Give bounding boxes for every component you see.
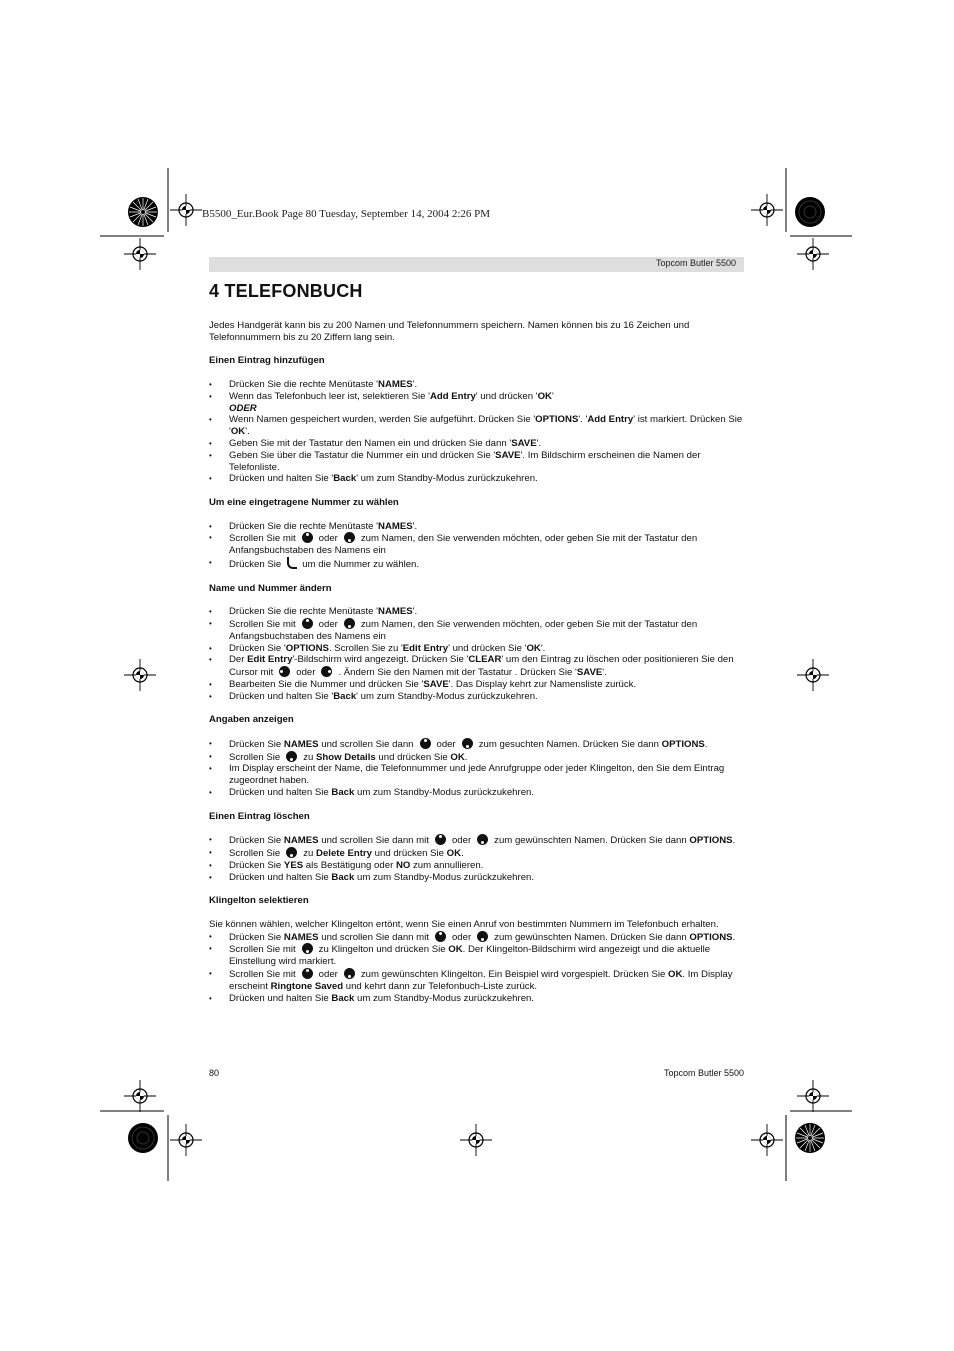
list-item: • Wenn Namen gespeichert wurden, werden Sie aufgeführt. Drücken Sie 'OPTIONS'. 'Add Entry' ist markiert. Drücken Sie 'OK'. — [209, 414, 749, 438]
list-item: • Drücken Sie YES als Bestätigung oder NO zum annullieren. — [209, 860, 749, 872]
list-item: • Scrollen Sie zu Show Details und drücken Sie OK. — [209, 751, 749, 764]
footer-product: Topcom Butler 5500 — [664, 1068, 745, 1078]
section-heading-add: Einen Eintrag hinzufügen — [209, 355, 325, 367]
scroll-down-icon — [344, 618, 355, 629]
list-item: • Geben Sie mit der Tastatur den Namen ein und drücken Sie dann 'SAVE'. — [209, 438, 749, 450]
list-item: • Wenn das Telefonbuch leer ist, selektieren Sie 'Add Entry' und drücken 'OK' — [209, 391, 749, 403]
list-item: • Drücken und halten Sie 'Back' um zum Standby-Modus zurückzukehren. — [209, 473, 749, 485]
cursor-right-icon — [321, 666, 332, 677]
delete-list — [209, 834, 749, 883]
phone-icon — [287, 557, 297, 569]
list-item: • Drücken Sie 'OPTIONS. Scrollen Sie zu 'Edit Entry' und drücken Sie 'OK'. — [209, 643, 749, 655]
scroll-down-icon — [302, 943, 313, 954]
main-content — [209, 320, 749, 1004]
print-header: B5500_Eur.Book Page 80 Tuesday, September 14, 2004 2:26 PM — [202, 208, 491, 220]
ringtone-intro: Sie können wählen, welcher Klingelton ertönt, wenn Sie einen Anruf von bestimmten Nummern im Telefonbuch erhalten. — [209, 918, 719, 930]
list-item: • Drücken und halten Sie 'Back' um zum Standby-Modus zurückzukehren. — [209, 691, 749, 703]
list-item: • Drücken und halten Sie Back um zum Standby-Modus zurückzukehren. — [209, 993, 749, 1005]
list-item: • Scrollen Sie mit zu Klingelton und drücken Sie OK. Der Klingelton-Bildschirm wird angezeigt und die aktuelle Einstellung wird markiert. — [209, 943, 749, 968]
list-item: • Drücken Sie NAMES und scrollen Sie dann mit oder zum gewünschten Namen. Drücken Sie dann OPTIONS. — [209, 931, 749, 944]
scroll-up-icon — [302, 968, 313, 979]
page-title: 4 TELEFONBUCH — [209, 281, 363, 301]
list-item: • Der Edit Entry'-Bildschirm wird angezeigt. Drücken Sie 'CLEAR' um den Eintrag zu löschen oder positionieren Sie den Cursor mit oder . Ändern Sie den Namen mit der Tastatur . Drücken Sie 'SAVE'. — [209, 654, 749, 679]
scroll-down-icon — [462, 738, 473, 749]
ringtone-list — [209, 931, 749, 1005]
scroll-down-icon — [344, 532, 355, 543]
scroll-down-icon — [477, 834, 488, 845]
section-heading-details: Angaben anzeigen — [209, 714, 294, 726]
running-header-bar — [209, 257, 744, 272]
scroll-down-icon — [344, 968, 355, 979]
section-heading-ringtone: Klingelton selektieren — [209, 895, 309, 907]
list-item: • Drücken Sie NAMES und scrollen Sie dann oder zum gesuchten Namen. Drücken Sie dann OPTIONS. — [209, 738, 749, 751]
list-item: • Drücken Sie die rechte Menütaste 'NAMES'. — [209, 379, 749, 391]
scroll-down-icon — [477, 931, 488, 942]
list-item: • Im Display erscheint der Name, die Telefonnummer und jede Anrufgruppe oder jeder Klingelton, den Sie dem Eintrag zugeordnet haben. — [209, 763, 749, 787]
list-item: • Drücken Sie NAMES und scrollen Sie dann mit oder zum gewünschten Namen. Drücken Sie dann OPTIONS. — [209, 834, 749, 847]
scroll-down-icon — [286, 847, 297, 858]
page-number: 80 — [209, 1068, 220, 1078]
list-item: • Drücken Sie die rechte Menütaste 'NAMES'. — [209, 606, 749, 618]
section-heading-delete: Einen Eintrag löschen — [209, 810, 310, 822]
list-item: • Scrollen Sie mit oder zum Namen, den Sie verwenden möchten, oder geben Sie mit der Tastatur den Anfangsbuchstaben des Namens ein — [209, 532, 749, 557]
list-item: • Drücken Sie die rechte Menütaste 'NAMES'. — [209, 521, 749, 533]
cursor-left-icon — [279, 666, 290, 677]
scroll-up-icon — [420, 738, 431, 749]
scroll-down-icon — [286, 751, 297, 762]
list-item: • Drücken Sie um die Nummer zu wählen. — [209, 557, 749, 571]
details-list — [209, 738, 749, 799]
section-heading-dial: Um eine eingetragene Nummer zu wählen — [209, 496, 399, 508]
list-item: • Drücken und halten Sie Back um zum Standby-Modus zurückzukehren. — [209, 787, 749, 799]
list-item: • Geben Sie über die Tastatur die Nummer ein und drücken Sie 'SAVE'. Im Bildschirm erscheinen die Namen der Telefonliste. — [209, 450, 749, 474]
list-item: • Scrollen Sie zu Delete Entry und drücken Sie OK. — [209, 847, 749, 860]
scroll-up-icon — [435, 834, 446, 845]
running-header: Topcom Butler 5500 — [655, 258, 736, 268]
scroll-up-icon — [302, 618, 313, 629]
list-item-oder: ODER — [229, 402, 257, 414]
list-item: • Drücken und halten Sie Back um zum Standby-Modus zurückzukehren. — [209, 872, 749, 884]
list-item: • Bearbeiten Sie die Nummer und drücken Sie 'SAVE'. Das Display kehrt zur Namensliste zurück. — [209, 679, 749, 691]
list-item: • Scrollen Sie mit oder zum Namen, den Sie verwenden möchten, oder geben Sie mit der Tastatur den Anfangsbuchstaben des Namens ein — [209, 618, 749, 643]
edit-list — [209, 606, 749, 702]
list-item: • Scrollen Sie mit oder zum gewünschten Klingelton. Ein Beispiel wird vorgespielt. Drücken Sie OK. Im Display erscheint Ringtone Saved und kehrt dann zur Telefonbuch-Liste zurück. — [209, 968, 749, 993]
section-heading-edit: Name und Nummer ändern — [209, 582, 332, 594]
intro-paragraph: Jedes Handgerät kann bis zu 200 Namen und Telefonnummern speichern. Namen können bis zu 16 Zeichen und Telefonnummern bis zu 20 Ziffern lang sein. — [209, 320, 690, 343]
dial-list — [209, 521, 749, 571]
add-entry-list — [209, 379, 749, 485]
scroll-up-icon — [435, 931, 446, 942]
scroll-up-icon — [302, 532, 313, 543]
